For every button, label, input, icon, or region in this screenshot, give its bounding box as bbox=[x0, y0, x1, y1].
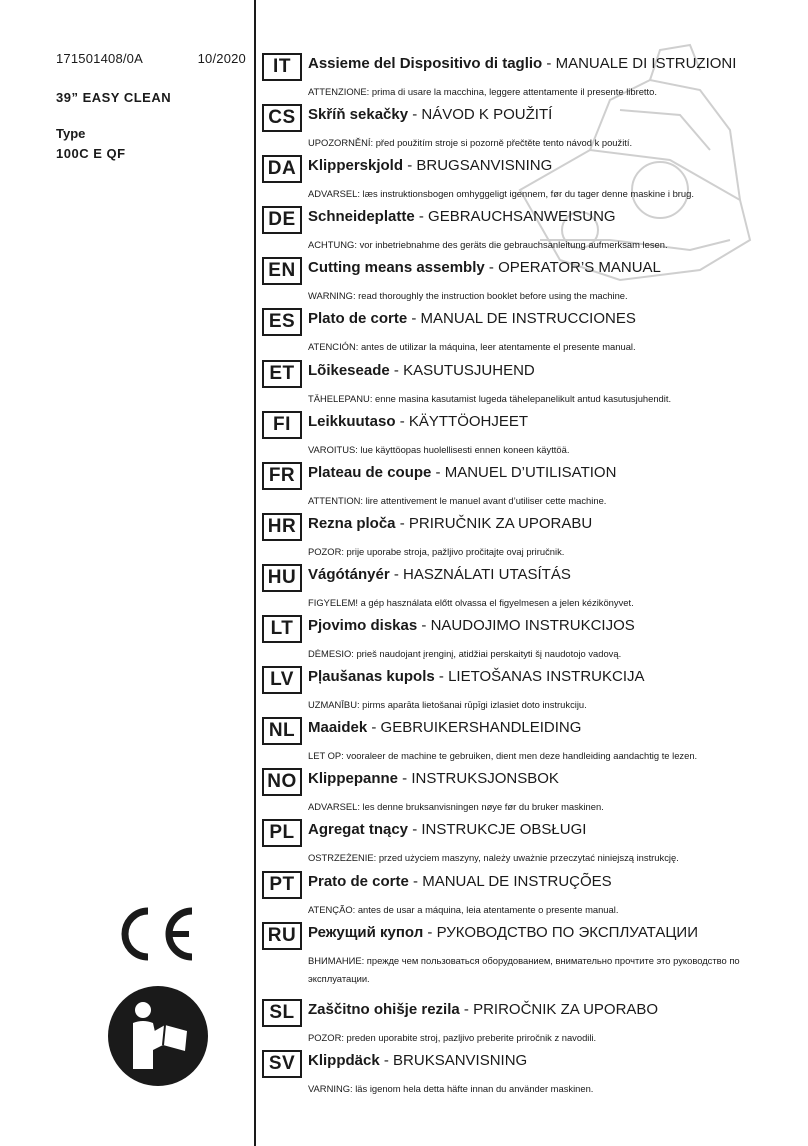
language-entry-lt bbox=[262, 615, 802, 666]
language-title: Lõikeseade - KASUTUSJUHEND bbox=[308, 361, 535, 379]
language-title: Vágótányér - HASZNÁLATI UTASÍTÁS bbox=[308, 565, 571, 583]
safety-warning: WARNING: read thoroughly the instruction booklet before using the machine. bbox=[308, 290, 628, 302]
language-code-badge: RU bbox=[262, 922, 302, 950]
manual-title: MANUEL D’UTILISATION bbox=[444, 463, 617, 481]
safety-warning: UZMANĪBU: pirms aparāta lietošanai rūpīgi izlasiet doto instrukciju. bbox=[308, 699, 587, 711]
product-name: Prato de corte bbox=[308, 872, 409, 890]
language-entry-et bbox=[262, 360, 802, 411]
manual-title: HASZNÁLATI UTASÍTÁS bbox=[403, 565, 571, 583]
manual-title: INSTRUKCJE OBSŁUGI bbox=[421, 821, 587, 839]
language-title: Maaidek - GEBRUIKERSHANDLEIDING bbox=[308, 719, 582, 737]
language-entry-cs bbox=[262, 104, 802, 155]
language-code-badge: PT bbox=[262, 871, 302, 899]
document-date: 10/2020 bbox=[197, 51, 246, 66]
language-code-badge: HU bbox=[262, 564, 302, 592]
type-value: 100C E QF bbox=[56, 146, 126, 161]
language-code-badge: ET bbox=[262, 360, 302, 388]
language-title: Klippepanne - INSTRUKSJONSBOK bbox=[308, 770, 559, 788]
language-title: Режущий купол - РУКОВОДСТВО ПО ЭКСПЛУАТАЦИИ bbox=[308, 923, 698, 941]
language-entry-pl bbox=[262, 819, 802, 870]
safety-warning: ВНИМАНИЕ: прежде чем пользоваться оборудованием, внимательно прочтите это руководство по эксплуатации. bbox=[308, 954, 740, 984]
language-entry-fi bbox=[262, 411, 802, 462]
manual-title: KÄYTTÖOHJEET bbox=[408, 412, 529, 430]
product-name: Rezna ploča bbox=[308, 514, 396, 532]
language-code-badge: DA bbox=[262, 155, 302, 183]
language-list bbox=[262, 53, 802, 1101]
product-name: Zaščitno ohišje rezila bbox=[308, 1000, 460, 1018]
manual-title: РУКОВОДСТВО ПО ЭКСПЛУАТАЦИИ bbox=[436, 923, 698, 941]
document-reference bbox=[56, 51, 246, 66]
product-name: Klippdäck bbox=[308, 1051, 380, 1069]
manual-title: PRIRUČNIK ZA UPORABU bbox=[408, 514, 593, 532]
product-name: Pjovimo diskas bbox=[308, 617, 418, 635]
manual-title: LIETOŠANAS INSTRUKCIJA bbox=[448, 668, 645, 686]
language-code-badge: LV bbox=[262, 666, 302, 694]
language-title: Prato de corte - MANUAL DE INSTRUÇÕES bbox=[308, 872, 612, 890]
language-entry-sl bbox=[262, 999, 802, 1050]
manual-title: NAUDOJIMO INSTRUKCIJOS bbox=[430, 617, 635, 635]
safety-warning: ACHTUNG: vor inbetriebnahme des geräts die gebrauchsanleitung aufmerksam lesen. bbox=[308, 239, 668, 251]
safety-warning: ATENCIÓN: antes de utilizar la máquina, leer atentamente el presente manual. bbox=[308, 341, 636, 353]
language-entry-hr bbox=[262, 513, 802, 564]
language-code-badge: HR bbox=[262, 513, 302, 541]
product-name: Assieme del Dispositivo di taglio bbox=[308, 55, 543, 72]
product-name: Plateau de coupe bbox=[308, 463, 432, 481]
language-entry-de bbox=[262, 206, 802, 257]
manual-title: GEBRUIKERSHANDLEIDING bbox=[380, 719, 582, 737]
safety-warning: DĖMESIO: prieš naudojant įrenginį, atidžiai perskaityti šį naudotojo vadovą. bbox=[308, 648, 622, 660]
safety-warning: ADVARSEL: les denne bruksanvisningen nøye før du bruker maskinen. bbox=[308, 801, 604, 813]
manual-title: MANUAL DE INSTRUÇÕES bbox=[422, 872, 612, 890]
language-entry-lv bbox=[262, 666, 802, 717]
safety-warning: FIGYELEM! a gép használata előtt olvassa el figyelmesen a jelen kézikönyvet. bbox=[308, 596, 634, 608]
manual-title: INSTRUKSJONSBOK bbox=[411, 770, 559, 788]
language-title: Rezna ploča - PRIRUČNIK ZA UPORABU bbox=[308, 514, 593, 532]
language-code-badge: SL bbox=[262, 999, 302, 1027]
safety-warning: OSTRZEŻENIE: przed użyciem maszyny, należy uważnie przeczytać niniejszą instrukcję. bbox=[308, 852, 679, 864]
product-name: Skříň sekačky bbox=[308, 106, 409, 124]
language-entry-sv bbox=[262, 1050, 802, 1101]
manual-title: MANUALE DI ISTRUZIONI bbox=[555, 55, 737, 72]
manual-title: OPERATOR’S MANUAL bbox=[498, 259, 661, 277]
language-entry-fr bbox=[262, 462, 802, 513]
safety-warning: VARNING: läs igenom hela detta häfte innan du använder maskinen. bbox=[308, 1082, 594, 1094]
safety-warning: UPOZORNĚNÍ: před použitím stroje si pozorně přečtěte tento návod k použití. bbox=[308, 137, 633, 149]
vertical-divider bbox=[254, 0, 256, 1146]
safety-warning: POZOR: preden uporabite stroj, pazljivo preberite priročnik z navodili. bbox=[308, 1031, 597, 1043]
language-title: Plato de corte - MANUAL DE INSTRUCCIONES bbox=[308, 310, 636, 328]
product-name: Schneideplatte bbox=[308, 208, 415, 226]
manual-title: BRUKSANVISNING bbox=[393, 1051, 528, 1069]
language-title: Pļaušanas kupols - LIETOŠANAS INSTRUKCIJA bbox=[308, 668, 645, 686]
type-label: Type bbox=[56, 126, 86, 141]
language-code-badge: CS bbox=[262, 104, 302, 132]
language-code-badge: LT bbox=[262, 615, 302, 643]
language-code-badge: FR bbox=[262, 462, 302, 490]
language-code-badge: SV bbox=[262, 1050, 302, 1078]
language-title: Agregat tnący - INSTRUKCJE OBSŁUGI bbox=[308, 821, 587, 839]
product-name: Leikkuutaso bbox=[308, 412, 396, 430]
language-entry-da bbox=[262, 155, 802, 206]
language-entry-it bbox=[262, 53, 802, 104]
language-title: Skříň sekačky - NÁVOD K POUŽITÍ bbox=[308, 106, 553, 124]
language-title: Plateau de coupe - MANUEL D’UTILISATION bbox=[308, 463, 617, 481]
language-title: Cutting means assembly - OPERATOR’S MANUAL bbox=[308, 259, 661, 277]
language-entry-en bbox=[262, 257, 802, 308]
language-code-badge: ES bbox=[262, 308, 302, 336]
manual-title: PRIROČNIK ZA UPORABO bbox=[473, 1000, 659, 1018]
language-title: Pjovimo diskas - NAUDOJIMO INSTRUKCIJOS bbox=[308, 617, 635, 635]
language-entry-pt bbox=[262, 871, 802, 922]
language-code-badge: EN bbox=[262, 257, 302, 285]
language-code-badge: NL bbox=[262, 717, 302, 745]
language-code-badge: DE bbox=[262, 206, 302, 234]
language-entry-ru bbox=[262, 922, 802, 999]
read-manual-icon bbox=[107, 985, 209, 1087]
product-name: Agregat tnący bbox=[308, 821, 409, 839]
language-entry-hu bbox=[262, 564, 802, 615]
language-entry-nl bbox=[262, 717, 802, 768]
language-code-badge: IT bbox=[262, 53, 302, 81]
model-name: 39” EASY CLEAN bbox=[56, 90, 172, 105]
language-title: Schneideplatte - GEBRAUCHSANWEISUNG bbox=[308, 208, 616, 226]
manual-title: GEBRAUCHSANWEISUNG bbox=[428, 208, 616, 226]
manual-title: NÁVOD K POUŽITÍ bbox=[421, 106, 553, 124]
product-name: Maaidek bbox=[308, 719, 368, 737]
product-name: Plato de corte bbox=[308, 310, 408, 328]
language-title: Leikkuutaso - KÄYTTÖOHJEET bbox=[308, 412, 529, 430]
language-code-badge: FI bbox=[262, 411, 302, 439]
safety-warning: ATTENZIONE: prima di usare la macchina, leggere attentamente il presente libretto. bbox=[308, 86, 657, 97]
language-title: Zaščitno ohišje rezila - PRIROČNIK ZA UPORABO bbox=[308, 1000, 659, 1018]
product-name: Lõikeseade bbox=[308, 361, 390, 379]
safety-warning: ATENÇÃO: antes de usar a máquina, leia atentamente o presente manual. bbox=[308, 903, 619, 915]
language-code-badge: PL bbox=[262, 819, 302, 847]
manual-title: MANUAL DE INSTRUCCIONES bbox=[420, 310, 636, 328]
product-name: Klipperskjold bbox=[308, 157, 404, 175]
safety-warning: VAROITUS: lue käyttöopas huolellisesti ennen koneen käyttöä. bbox=[308, 443, 570, 455]
safety-warning: POZOR: prije uporabe stroja, pažljivo pročitajte ovaj priručnik. bbox=[308, 545, 565, 557]
language-title: Klipperskjold - BRUGSANVISNING bbox=[308, 157, 553, 175]
ce-mark-icon bbox=[112, 905, 196, 963]
language-title: Assieme del Dispositivo di taglio - MANUALE DI ISTRUZIONI bbox=[308, 55, 737, 72]
product-name: Vágótányér bbox=[308, 565, 390, 583]
language-code-badge: NO bbox=[262, 768, 302, 796]
document-number: 171501408/0A bbox=[56, 51, 143, 66]
safety-warning: ADVARSEL: læs instruktionsbogen omhyggeligt igennem, før du tager denne maskine i brug. bbox=[308, 188, 694, 200]
product-name: Klippepanne bbox=[308, 770, 399, 788]
language-title: Klippdäck - BRUKSANVISNING bbox=[308, 1051, 528, 1069]
safety-warning: ATTENTION: lire attentivement le manuel avant d’utiliser cette machine. bbox=[308, 494, 607, 506]
sidebar bbox=[0, 0, 254, 1146]
language-entry-es bbox=[262, 308, 802, 359]
product-name: Pļaušanas kupols bbox=[308, 668, 435, 686]
product-name: Cutting means assembly bbox=[308, 259, 485, 277]
safety-warning: LET OP: vooraleer de machine te gebruiken, dient men deze handleiding aandachtig te lezen. bbox=[308, 750, 698, 762]
language-entry-no bbox=[262, 768, 802, 819]
manual-title: BRUGSANVISNING bbox=[416, 157, 553, 175]
product-name: Режущий купол bbox=[308, 923, 424, 941]
safety-warning: TÄHELEPANU: enne masina kasutamist lugeda tähelepanelikult antud kasutusjuhendit. bbox=[308, 392, 672, 404]
manual-title: KASUTUSJUHEND bbox=[403, 361, 535, 379]
